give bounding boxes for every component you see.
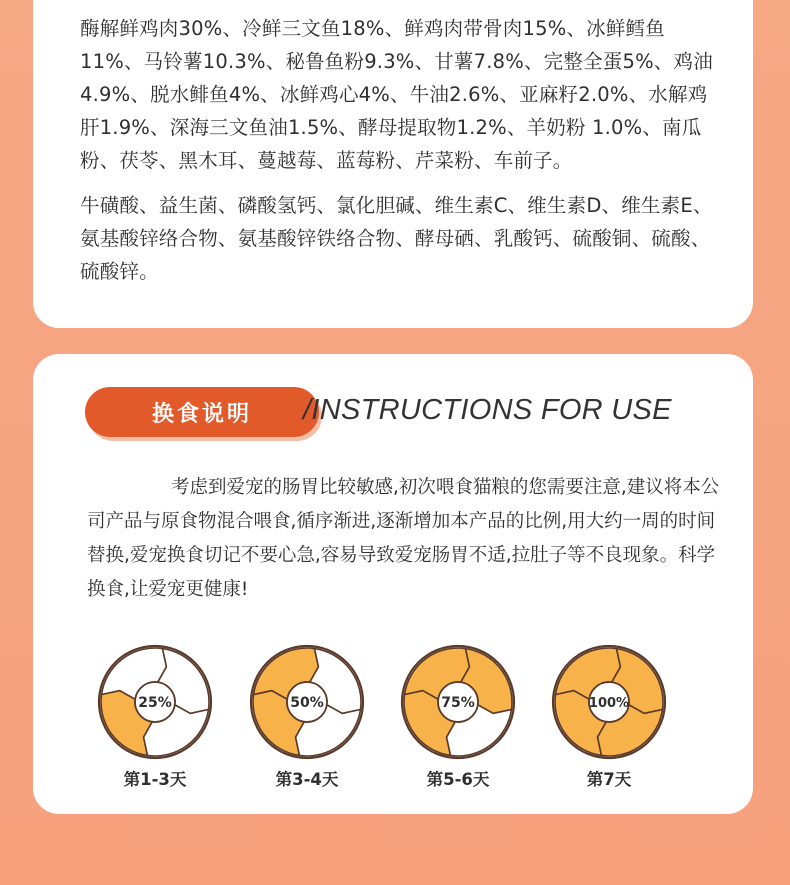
transition-steps [97,644,677,794]
step-1 [97,644,213,790]
instructions-card [33,354,753,814]
instructions-title-badge: 换食说明 [85,387,319,437]
ingredients-list: 酶解鲜鸡肉30%、冷鲜三文鱼18%、鲜鸡肉带骨肉15%、冰鲜鳕鱼11%、马铃薯10.3%、秘鲁鱼粉9.3%、甘薯7.8%、完整全蛋5%、鸡油4.9%、脱水鲱鱼4%、冰鲜鸡心4%、牛油2.6%、亚麻籽2.0%、水解鸡肝1.9%、深海三文鱼油1.5%、酵母提取物1.2%、羊奶粉 1.0%、南瓜粉、茯苓、黑木耳、蔓越莓、蓝莓粉、芹菜粉、车前子。 [80,17,713,172]
ratio-ring-icon [97,644,213,760]
step-label: 第5-6天 [426,770,490,789]
instructions-body [87,471,727,607]
ratio-ring-icon [551,644,667,760]
step-2 [249,644,365,790]
step-label: 第7天 [586,770,632,789]
ratio-ring-icon [400,644,516,760]
step-label: 第3-4天 [275,770,339,789]
ingredients-card [33,0,753,328]
instructions-title-en: /INSTRUCTIONS FOR USE [303,394,672,426]
step-4 [551,644,667,790]
percent-label: 50% [290,695,324,711]
step-label: 第1-3天 [123,770,187,789]
percent-label: 75% [441,695,475,711]
additives-list: 牛磺酸、益生菌、磷酸氢钙、氯化胆碱、维生素C、维生素D、维生素E、氨基酸锌络合物、氨基酸锌铁络合物、酵母硒、乳酸钙、硫酸铜、硫酸、硫酸锌。 [80,194,713,283]
percent-label: 25% [138,695,172,711]
instructions-text: 考虑到爱宠的肠胃比较敏感,初次喂食猫粮的您需要注意,建议将本公司产品与原食物混合喂食,循序渐进,逐渐增加本产品的比例,用大约一周的时间替换,爱宠换食切记不要心急,容易导致爱宠肠胃不适,拉肚子等不良现象。科学换食,让爱宠更健康! [87,477,720,600]
ratio-ring-icon [249,644,365,760]
step-3 [400,644,516,790]
percent-label: 100% [588,696,630,711]
